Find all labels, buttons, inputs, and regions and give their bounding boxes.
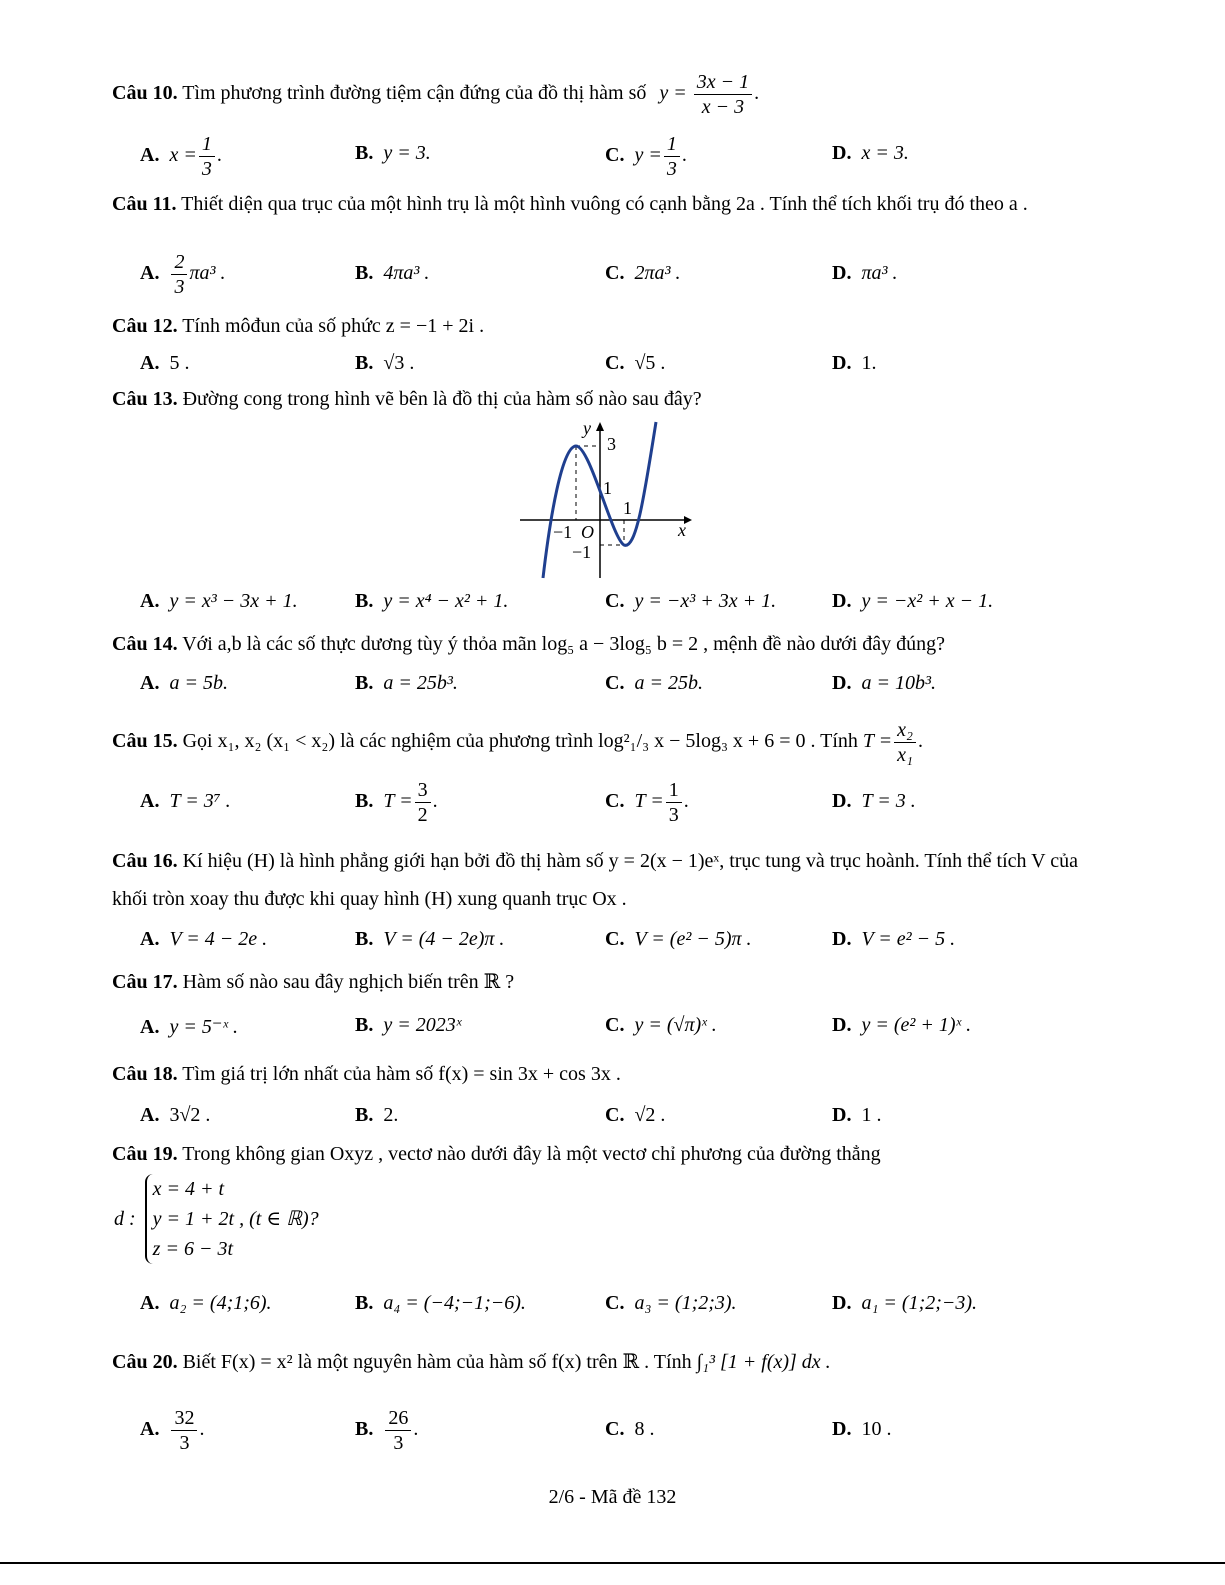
question-20 bbox=[112, 1348, 1107, 1376]
question-label: Câu 13. bbox=[112, 388, 178, 410]
question-19 bbox=[112, 1140, 1107, 1168]
option-a[interactable]: A. 5 . bbox=[140, 352, 190, 374]
page-footer: 2/6 - Mã đề 132 bbox=[548, 1486, 677, 1508]
graph-label: 3 bbox=[607, 434, 616, 454]
question-16 bbox=[112, 842, 1107, 918]
function-fraction: $\frac{3x - 1}{x - 3}$ bbox=[694, 70, 752, 119]
question-11 bbox=[112, 190, 1107, 218]
question-label: Câu 17. bbox=[112, 971, 178, 993]
question-label: Câu 19. bbox=[112, 1143, 178, 1165]
option-d[interactable]: D. 1. bbox=[832, 352, 877, 374]
option-d[interactable]: D. 1 . bbox=[832, 1104, 882, 1126]
question-17 bbox=[112, 968, 1107, 996]
question-label: Câu 11. bbox=[112, 193, 177, 215]
option-b[interactable]: B. a = 25b³. bbox=[355, 672, 458, 694]
option-c[interactable]: C. y = (√π)ˣ . bbox=[605, 1014, 717, 1036]
option-c[interactable]: C. V = (e² − 5)π . bbox=[605, 928, 752, 950]
option-c[interactable]: C. T = $\frac{1}{3}$ . bbox=[605, 779, 689, 826]
question-text: Tìm phương trình đường tiệm cận đứng của đồ thị hàm số bbox=[182, 82, 647, 105]
option-a[interactable]: A. T = 3⁷ . bbox=[140, 790, 231, 812]
graph-label: x bbox=[678, 520, 686, 540]
option-d[interactable]: D. πa³ . bbox=[832, 262, 898, 284]
option-a[interactable]: A. y = x³ − 3x + 1. bbox=[140, 590, 298, 612]
question-15: Câu 15. Gọi x₁, x₂ (x₁ < x₂) là các nghiệm của phương trình log²₁/₃ x − 5log₃ x + 6 = 0 . Tính T = $\frac{\text{x₂}}{\text{x₁}}$ . bbox=[112, 719, 924, 766]
option-d[interactable]: D. V = e² − 5 . bbox=[832, 928, 956, 950]
option-d[interactable]: D. y = (e² + 1)ˣ . bbox=[832, 1014, 972, 1036]
question-label: Câu 20. bbox=[112, 1351, 178, 1373]
question-label: Câu 18. bbox=[112, 1063, 178, 1085]
option-a[interactable]: A. $\frac{2}{3}$ πa³ . bbox=[140, 251, 226, 298]
question-text: Tìm giá trị lớn nhất của hàm số f(x) = sin 3x + cos 3x . bbox=[182, 1063, 621, 1085]
option-d[interactable]: D. a = 10b³. bbox=[832, 672, 936, 694]
question-text: Hàm số nào sau đây nghịch biến trên ℝ ? bbox=[182, 971, 515, 993]
question-text: Thiết diện qua trục của một hình trụ là một hình vuông có cạnh bằng 2a . Tính thể tích khối trụ đó theo a . bbox=[181, 193, 1028, 215]
option-c[interactable]: C. 8 . bbox=[605, 1418, 655, 1440]
question-label: Câu 12. bbox=[112, 315, 178, 337]
graph-label: −1 bbox=[553, 522, 573, 542]
option-c[interactable]: C. y = −x³ + 3x + 1. bbox=[605, 590, 777, 612]
question-10: Câu 10. Tìm phương trình đường tiệm cận đứng của đồ thị hàm số y = $\frac{3x - 1}{x - 3}$ . bbox=[112, 71, 760, 118]
y-axis-arrow bbox=[596, 422, 604, 431]
graph-label: O bbox=[581, 522, 594, 542]
question-18 bbox=[112, 1060, 1107, 1088]
option-d[interactable]: D. y = −x² + x − 1. bbox=[832, 590, 994, 612]
option-b[interactable]: B. 2. bbox=[355, 1104, 399, 1126]
option-b[interactable]: B. √3 . bbox=[355, 352, 415, 374]
question-text: Với a,b là các số thực dương tùy ý thỏa mãn log₅ a − 3log₅ b = 2 , mệnh đề nào dưới đây đúng? bbox=[182, 633, 946, 655]
question-13 bbox=[112, 385, 1107, 413]
option-c[interactable]: C. 2πa³ . bbox=[605, 262, 681, 284]
option-a[interactable]: A. a₂ = (4;1;6). bbox=[140, 1292, 272, 1314]
bottom-divider bbox=[0, 1562, 1225, 1564]
option-b[interactable]: B. y = x⁴ − x² + 1. bbox=[355, 590, 509, 612]
option-b[interactable]: B. $\frac{26}{3}$ . bbox=[355, 1407, 419, 1454]
option-a[interactable]: A. x = $\frac{1}{3}$ . bbox=[140, 133, 222, 180]
graph-label: −1 bbox=[572, 542, 592, 562]
option-b[interactable]: B. V = (4 − 2e)π . bbox=[355, 928, 505, 950]
option-a[interactable]: A. 3√2 . bbox=[140, 1104, 211, 1126]
question-text: Gọi x₁, x₂ (x₁ < x₂) là các nghiệm của phương trình log²₁/₃ x − 5log₃ x + 6 = 0 . Tính bbox=[182, 730, 858, 753]
option-b[interactable]: B. a₄ = (−4;−1;−6). bbox=[355, 1292, 526, 1314]
question-text: Đường cong trong hình vẽ bên là đồ thị của hàm số nào sau đây? bbox=[182, 388, 702, 410]
option-a[interactable]: A. y = 5⁻ˣ . bbox=[140, 1016, 239, 1038]
question-14 bbox=[112, 630, 1107, 658]
question-label: Câu 15. bbox=[112, 730, 178, 753]
integral-expression: ∫₁³ [1 + f(x)] dx . bbox=[696, 1351, 831, 1373]
question-text: Tính môđun của số phức z = −1 + 2i . bbox=[182, 315, 485, 337]
option-b[interactable]: B. y = 3. bbox=[355, 142, 431, 164]
option-d[interactable]: D. T = 3 . bbox=[832, 790, 916, 812]
option-c[interactable]: C. a = 25b. bbox=[605, 672, 703, 694]
option-a[interactable]: A. $\frac{32}{3}$ . bbox=[140, 1407, 205, 1454]
option-b[interactable]: B. T = $\frac{3}{2}$ . bbox=[355, 779, 438, 826]
question-text: Trong không gian Oxyz , vectơ nào dưới đây là một vectơ chỉ phương của đường thẳng bbox=[182, 1143, 881, 1165]
question-text: Biết F(x) = x² là một nguyên hàm của hàm số f(x) trên ℝ . Tính bbox=[182, 1351, 692, 1373]
graph-label: 1 bbox=[623, 498, 632, 518]
option-a[interactable]: A. V = 4 − 2e . bbox=[140, 928, 268, 950]
option-c[interactable]: C. a₃ = (1;2;3). bbox=[605, 1292, 737, 1314]
option-d[interactable]: D. 10 . bbox=[832, 1418, 892, 1440]
question-label: Câu 14. bbox=[112, 633, 178, 655]
option-a[interactable]: A. a = 5b. bbox=[140, 672, 228, 694]
question-label: Câu 10. bbox=[112, 82, 178, 105]
graph-label: 1 bbox=[603, 478, 612, 498]
line-system: d : x = 4 + t y = 1 + 2t , (t ∈ ℝ)? z = 6 − 3t bbox=[114, 1174, 319, 1264]
question-label: Câu 16. bbox=[112, 850, 178, 872]
option-d[interactable]: D. x = 3. bbox=[832, 142, 909, 164]
option-c[interactable]: C. y = $\frac{1}{3}$ . bbox=[605, 133, 687, 180]
graph-label: y bbox=[583, 418, 591, 438]
option-d[interactable]: D. a₁ = (1;2;−3). bbox=[832, 1292, 978, 1314]
cubic-graph bbox=[520, 418, 700, 580]
question-12 bbox=[112, 312, 1107, 340]
question-text: Kí hiệu (H) là hình phẳng giới hạn bởi đồ thị hàm số y = 2(x − 1)eˣ, trục tung và trục hoành. Tính thể tích V của khối tròn xoay thu được khi quay hình (H) xung quanh trục Ox . bbox=[112, 850, 1079, 910]
option-c[interactable]: C. √5 . bbox=[605, 352, 666, 374]
option-b[interactable]: B. 4πa³ . bbox=[355, 262, 430, 284]
option-b[interactable]: B. y = 2023ˣ bbox=[355, 1014, 462, 1036]
option-c[interactable]: C. √2 . bbox=[605, 1104, 666, 1126]
